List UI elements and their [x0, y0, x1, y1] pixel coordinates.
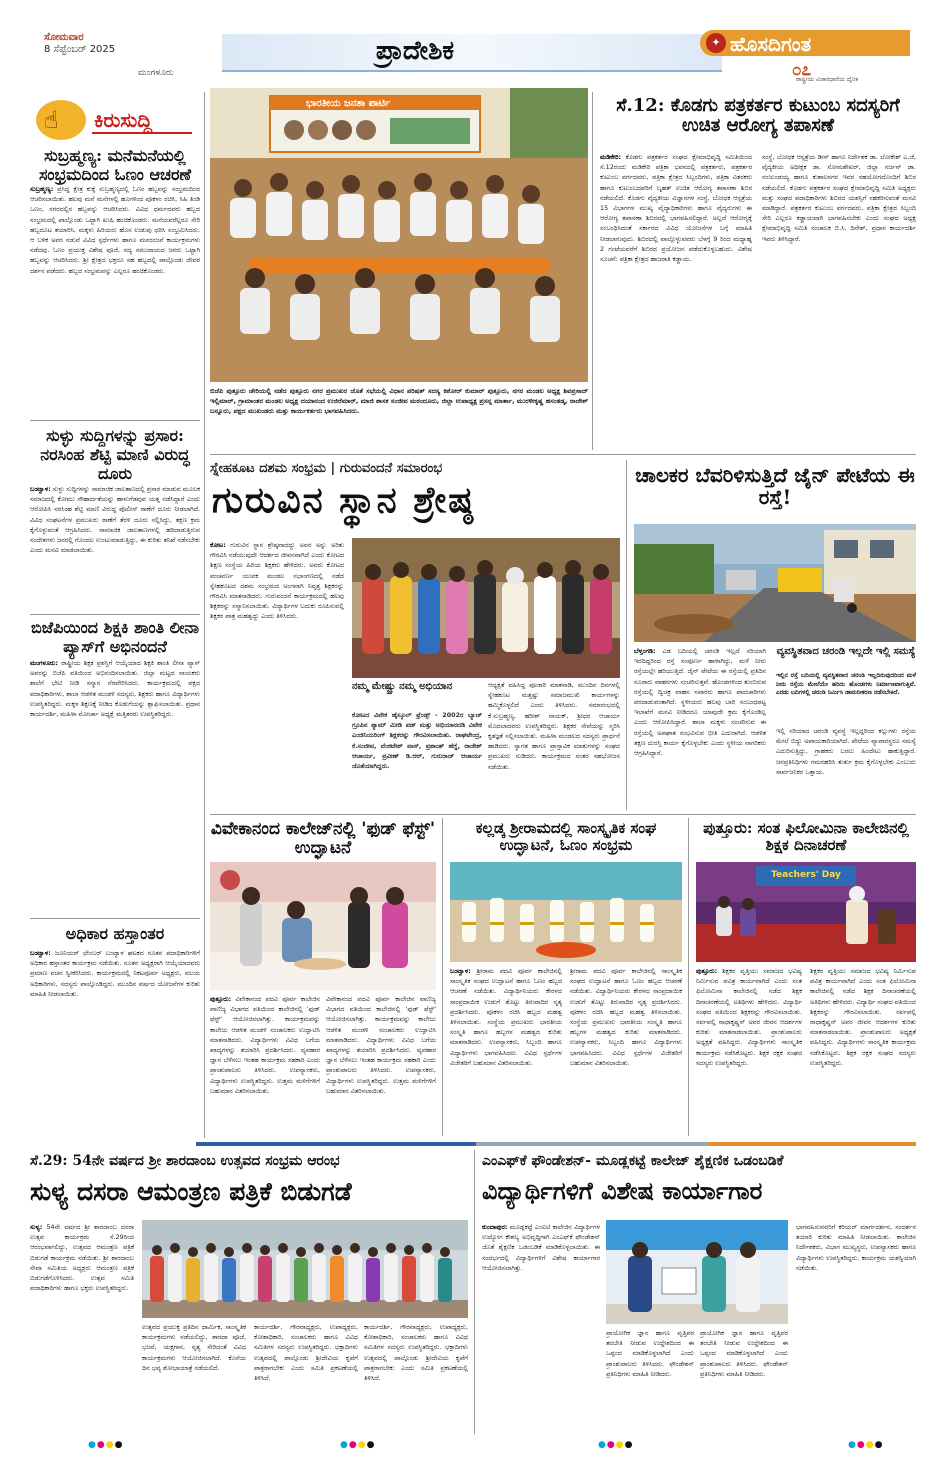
divider-grey — [476, 1142, 708, 1146]
registration-dots: ●●●● — [598, 1440, 634, 1450]
kodagu-headline — [600, 96, 916, 136]
dateline: ಬೆಳ್ತಂಗಡಿ: — [634, 647, 656, 655]
divider-orange — [708, 1142, 916, 1146]
kalladka-col-2: ಶ್ರೀರಾಮ ಪದವಿ ಪೂರ್ವ ಕಾಲೇಜಿನಲ್ಲಿ ಸಾಂಸ್ಕೃತಿಕ ಸಂಘದ ಉದ್ಘಾಟನೆ ಹಾಗೂ ಓಣಂ ಹಬ್ಬದ ಆಚರಣೆ ನಡೆಯಿತು. ವಿದ್ಯಾರ್ಥಿನಿಯರು ಕೇರಳದ ಸಾಂಪ್ರದಾಯಿಕ ಉಡುಗೆ ತೊಟ್ಟು ತಿರುವಾದಿರ ನೃತ್ಯ ಪ್ರದರ್ಶಿಸಿದರು. ಪೂಕಳಂ ರಚಿಸಿ ಹಬ್ಬದ ಮಹತ್ವ ತಿಳಿಸಲಾಯಿತು. ಸಂಸ್ಥೆಯ ಪ್ರಮುಖರು ಭಾರತೀಯ ಸಂಸ್ಕೃತಿ ಹಾಗೂ ಹಬ್ಬಗಳ ಮಹತ್ವದ ಕುರಿತು ಮಾತನಾಡಿದರು. ಉಪನ್ಯಾಸಕರು, ಸಿಬ್ಬಂದಿ ಹಾಗೂ ವಿದ್ಯಾರ್ಥಿಗಳು ಭಾಗವಹಿಸಿದರು. ವಿವಿಧ ಸ್ಪರ್ಧೆಗಳ ವಿಜೇತರಿಗೆ ಬಹುಮಾನ ವಿತರಿಸಲಾಯಿತು. — [570, 967, 682, 1067]
column-rule — [204, 92, 205, 1138]
mfk-col-1 — [482, 1222, 600, 1432]
inset-body: ಇಲ್ಲಿನ ರಸ್ತೆ ಬದಿಯಲ್ಲಿ ವ್ಯವಸ್ಥಿತವಾದ ಚರಂಡಿ ಇಲ್ಲದಿರುವುದರಿಂದ ಮಳೆ ನೀರು ರಸ್ತೆಯ ಮೇಲೆಯೇ ಹರಿದು ಹೊಂಡಗಳು ನಿರ್ಮಾಣವಾಗುತ್ತಿವೆ. ಎರಡು ಬದಿಗಳಲ್ಲಿ ಚರಂಡಿ ನಿರ್ಮಿಸಿ ಡಾಮರೀಕರಣ ನಡೆಸಬೇಕಿದೆ. — [776, 672, 916, 696]
road-scene — [634, 524, 916, 642]
brief-divider — [30, 420, 200, 421]
vivekananda-headline: ವಿವೇಕಾನಂದ ಕಾಲೇಜ್‌ನಲ್ಲಿ 'ಫುಡ್ ಫೆಸ್ಟ್' ಉದ್ಘಾಟನೆ — [210, 819, 436, 859]
teachers-day-photo — [696, 862, 916, 962]
vivekananda-col-1 — [210, 994, 320, 1134]
kodagu-col-2: ಸಂಸ್ಥೆ, ಬೋಧಕ ಆಸ್ಪತ್ರೆಯ ಡೀನ್ ಹಾಗೂ ನಿರ್ದೇಶಕ ಡಾ. ಲೋಕೇಶ್ ಎ.ಜೆ, ವೈದ್ಯಕೀಯ ಅಧೀಕ್ಷಕ ಡಾ. ಸೋಮಶೇಖರ್, ಜಿಲ್ಲಾ ಸರ್ಜನ್ ಡಾ. ನಂಜುಂಡಯ್ಯ ಹಾಗೂ ಕುಶಾಲನಗರ ಇವರ ಸಹಯೋಗದೊಂದಿಗೆ ಶಿಬಿರ ನಡೆಯಲಿದೆ. ಕೊಡಗು ಪತ್ರಕರ್ತರ ಸಂಘದ ಕ್ಷೇಮಾಭಿವೃದ್ಧಿ ಸಮಿತಿ ಅಧ್ಯಕ್ಷರು ಮತ್ತು ಸಂಘದ ಪದಾಧಿಕಾರಿಗಳು ಶಿಬಿರದ ಯಶಸ್ಸಿಗೆ ಸಹಕರಿಸುವಂತೆ ಮನವಿ ಮಾಡಿದ್ದಾರೆ. ಪತ್ರಕರ್ತರ ಕುಟುಂಬ ವರ್ಗದವರು, ಪತ್ರಿಕಾ ಕ್ಷೇತ್ರದ ಸಿಬ್ಬಂದಿ ಸೇರಿ ಎಲ್ಲರೂ ಕಡ್ಡಾಯವಾಗಿ ಭಾಗವಹಿಸಬೇಕು ಎಂದು ಸಂಘದ ಅಧ್ಯಕ್ಷ ಕ್ಷೇಮಾಭಿವೃದ್ಧಿ ಸಮಿತಿ ಸಂಚಾಲಕ ಬಿ.ಸಿ. ದಿನೇಶ್, ಪ್ರಧಾನ ಕಾರ್ಯದರ್ಶಿ ಇವರು ತಿಳಿಸಿದ್ದಾರೆ. — [762, 153, 916, 243]
page-number: ೦೭ — [792, 60, 812, 80]
row-rule — [210, 814, 916, 815]
guru-inset — [352, 680, 482, 810]
registration-dots: ●●●● — [848, 1440, 884, 1450]
mfk-col-2: ಪ್ರಾಯೋಗಿಕ ಜ್ಞಾನ ಹಾಗೂ ವೃತ್ತಿಪರ ತರಬೇತಿ ನೀಡುವ ಉದ್ದೇಶದಿಂದ ಈ ಒಪ್ಪಂದ ಮಾಡಿಕೊಳ್ಳಲಾಗಿದೆ ಎಂದು ಪ್ರಾಂಶುಪಾಲರು ತಿಳಿಸಿದರು. ಫೌಂಡೇಶನ್ ಪ್ರತಿನಿಧಿಗಳು ಮಾಹಿತಿ ನೀಡಿದರು. — [606, 1329, 694, 1378]
section-title: ಪ್ರಾದೇಶಿಕ — [375, 36, 455, 66]
dateline: ಪುತ್ತೂರು: — [210, 995, 232, 1003]
registration-dots: ●●●● — [88, 1440, 124, 1450]
party-banner-text: ಭಾರತೀಯ ಜನತಾ ಪಾರ್ಟಿ — [306, 98, 391, 109]
dateline: ಪುತ್ತೂರು: — [696, 967, 718, 975]
brand-lamp-icon: ✦ — [706, 33, 726, 53]
issue-date — [44, 32, 115, 56]
dateline: ಬಂಟ್ವಾಳ: — [30, 485, 51, 493]
mfk-col-4: ಭಾಗವಹಿಸುವವರಿಗೆ ಕರಿಯರ್ ಮಾರ್ಗದರ್ಶನ, ಸಂದರ್ಶನ ತಯಾರಿ ಕುರಿತು ಮಾಹಿತಿ ನೀಡಲಾಯಿತು. ಕಾಲೇಜಿನ ನಿರ್ದೇಶಕರು, ವಿಭಾಗ ಮುಖ್ಯಸ್ಥರು, ಉಪನ್ಯಾಸಕರು ಹಾಗೂ ವಿದ್ಯಾರ್ಥಿಗಳು ಉಪಸ್ಥಿತರಿದ್ದರು. ಕಾರ್ಯಕ್ರಮ ಯಶಸ್ವಿಯಾಗಿ ನಡೆಯಿತು. — [796, 1223, 916, 1272]
story-text: ಶಿಕ್ಷಕರ ವೃತ್ತಿಯು ಸಮಾಜದ ಭವಿಷ್ಯ ನಿರ್ಮಿಸುವ ಪವಿತ್ರ ಕಾರ್ಯವಾಗಿದೆ ಎಂದು ಸಂತ ಫಿಲೋಮಿನಾ ಕಾಲೇಜಿನಲ್ಲಿ ನಡೆದ ಶಿಕ್ಷಕ ದಿನಾಚರಣೆಯಲ್ಲಿ ಅತಿಥಿಗಳು ಹೇಳಿದರು. ವಿದ್ಯಾರ್ಥಿ ಸಂಘದ ವತಿಯಿಂದ ಶಿಕ್ಷಕರನ್ನು ಗೌರವಿಸಲಾಯಿತು. ಸರ್ವಪಲ್ಲಿ ರಾಧಾಕೃಷ್ಣನ್ ಅವರ ಜೀವನ ಆದರ್ಶಗಳ ಕುರಿತು ಮಾತನಾಡಲಾಯಿತು. ಪ್ರಾಂಶುಪಾಲರು ಅಧ್ಯಕ್ಷತೆ ವಹಿಸಿದ್ದರು. ವಿದ್ಯಾರ್ಥಿಗಳು ಸಾಂಸ್ಕೃತಿಕ ಕಾರ್ಯಕ್ರಮ ನಡೆಸಿಕೊಟ್ಟರು. ಶಿಕ್ಷಕ ರಕ್ಷಕ ಸಂಘದ ಸದಸ್ಯರು ಉಪಸ್ಥಿತರಿದ್ದರು. — [696, 967, 802, 1067]
mfk-mou-photo — [606, 1220, 788, 1324]
row-rule — [210, 454, 916, 455]
brief-text: ಜೂನಿಯರ್ ಛೇಂಬರ್ ಬಂಟ್ವಾಳ ಘಟಕದ ನೂತನ ಪದಾಧಿಕಾರಿಗಳಿಗೆ ಅಧಿಕಾರ ಹಸ್ತಾಂತರ ಕಾರ್ಯಕ್ರಮ ನಡೆಯಿತು. ನೂತನ ಅಧ್ಯಕ್ಷರಾಗಿ ಆಯ್ಕೆಯಾದವರು ಪ್ರಮಾಣ ವಚನ ಸ್ವೀಕರಿಸಿದರು. ಕಾರ್ಯಕ್ರಮದಲ್ಲಿ ನಿಕಟಪೂರ್ವ ಅಧ್ಯಕ್ಷರು, ವಲಯ ಅಧಿಕಾರಿಗಳು, ಸದಸ್ಯರು ಪಾಲ್ಗೊಂಡಿದ್ದರು. ಮುಂದಿನ ವರ್ಷದ ಯೋಜನೆಗಳ ಕುರಿತು ಮಾಹಿತಿ ನೀಡಲಾಯಿತು. — [30, 949, 200, 998]
bjp-meeting-photo — [210, 88, 588, 382]
issue-day: ಸೋಮವಾರ — [44, 32, 84, 43]
philomena-col-1 — [696, 966, 802, 1134]
column-rule — [474, 1150, 475, 1434]
brief-text: ರಾಷ್ಟ್ರೀಯ ಶಿಕ್ಷಕ ಪ್ರಶಸ್ತಿಗೆ ಆಯ್ಕೆಯಾದ ಶಿಕ್ಷಕಿ ಶಾಂತಿ ಲೀನಾ ಪ್ಯಾಸ್ ಅವರನ್ನು ಬಿಜೆಪಿ ವತಿಯಿಂದ ಅಭಿನಂದಿಸಲಾಯಿತು. ಜಿಲ್ಲಾ ಮಟ್ಟದ ನಾಯಕರು ಶಾಲೆಗೆ ಭೇಟಿ ನೀಡಿ ಸನ್ಮಾನ ನೆರವೇರಿಸಿದರು. ಕಾರ್ಯಕ್ರಮದಲ್ಲಿ ಪಕ್ಷದ ಪದಾಧಿಕಾರಿಗಳು, ಶಾಲಾ ಆಡಳಿತ ಮಂಡಳಿ ಸದಸ್ಯರು, ಶಿಕ್ಷಕರು ಹಾಗೂ ವಿದ್ಯಾರ್ಥಿಗಳು ಉಪಸ್ಥಿತರಿದ್ದರು. ಮಕ್ಕಳ ಶಿಕ್ಷಣಕ್ಕೆ ನೀಡಿದ ಕೊಡುಗೆಯನ್ನು ಶ್ಲಾಘಿಸಲಾಯಿತು. ಪ್ರಧಾನ ಕಾರ್ಯದರ್ಶಿ, ಮಹಿಳಾ ಮೋರ್ಚಾ ಅಧ್ಯಕ್ಷೆ ಮತ್ತಿತರರು ಉಪಸ್ಥಿತರಿದ್ದರು. — [30, 659, 200, 719]
sullia-col-2: ಉತ್ಸವದ ಪ್ರಯುಕ್ತ ಪ್ರತಿದಿನ ಧಾರ್ಮಿಕ, ಸಾಂಸ್ಕೃತಿಕ ಕಾರ್ಯಕ್ರಮಗಳು ನಡೆಯಲಿದ್ದು, ಶಾರದಾ ಪೂಜೆ, ಭಜನೆ, ಯಕ್ಷಗಾನ, ನೃತ್ಯ ಸೇರಿದಂತೆ ವಿವಿಧ ಕಾರ್ಯಕ್ರಮಗಳು ಆಯೋಜಿಸಲಾಗಿದೆ. ಕೊನೆಯ ದಿನ ಭವ್ಯ ಶೋಭಾಯಾತ್ರೆ ನಡೆಯಲಿದೆ. — [142, 1323, 246, 1372]
registration-dots: ●●●● — [340, 1440, 376, 1450]
brief-headline: ಸುಬ್ರಹ್ಮಣ್ಯ: ಮನೆಮನೆಯಲ್ಲಿ ಸಂಭ್ರಮದಿಂದ ಓಣಂ ಆಚರಣೆ — [38, 146, 192, 184]
mfk-col-3: ಪ್ರಾಯೋಗಿಕ ಜ್ಞಾನ ಹಾಗೂ ವೃತ್ತಿಪರ ತರಬೇತಿ ನೀಡುವ ಉದ್ದೇಶದಿಂದ ಈ ಒಪ್ಪಂದ ಮಾಡಿಕೊಳ್ಳಲಾಗಿದೆ ಎಂದು ಪ್ರಾಂಶುಪಾಲರು ತಿಳಿಸಿದರು. ಫೌಂಡೇಶನ್ ಪ್ರತಿನಿಧಿಗಳು ಮಾಹಿತಿ ನೀಡಿದರು. — [700, 1329, 788, 1378]
teachers-day-banner: Teachers' Day — [771, 870, 841, 880]
masthead — [0, 0, 945, 86]
bjp-meeting-caption: ಬಿಜೆಪಿ ಪುತ್ತೂರು ಚೇರಿಯಲ್ಲಿ ನಡೆದ ಪುತ್ತೂರು ನಗರ ಪ್ರಮುಖರ ಜೊತೆ ಸಭೆಯಲ್ಲಿ ವಿಧಾನ ಪರಿಷತ್ ಸದಸ್ಯ ಕಿಶೋರ್ ಕುಮಾರ್ ಪುತ್ತೂರು, ನಗರ ಮಂಡಲ ಅಧ್ಯಕ್ಷ ಶಿವಪ್ರಸಾದ್ ಇಲ್ಲಿಮಾರ್, ಗ್ರಾಮಾಂತರ ಮಂಡಲ ಅಧ್ಯಕ್ಷ ದಯಾನಂದ ಉಜಿರೆಮಾರ್, ಮಾಜಿ ಶಾಸಕ ಸಂಜೀವ ಮಠಂದೂರು, ಜಿಲ್ಲಾ ಉಪಾಧ್ಯಕ್ಷ ಪ್ರಸನ್ನ ಮಾರ್ತಾ, ಮುರಳೀಕೃಷ್ಣ ಹಸಂತಡ್ಕ, ರಾಜೇಶ್ ಬನ್ನೂರು, ಪಕ್ಷದ ಮುಖಂಡರು ಮತ್ತು ಕಾರ್ಯಕರ್ತರು ಭಾಗವಹಿಸಿದರು. — [210, 387, 588, 415]
sullia-group-photo — [142, 1220, 468, 1318]
sullia-col-1 — [30, 1222, 134, 1432]
hand-icon: ☝ — [44, 106, 59, 134]
food-fest-photo — [210, 862, 436, 990]
guru-headline: ಗುರುವಿನ ಸ್ಥಾನ ಶ್ರೇಷ್ಠ — [212, 479, 475, 521]
brief-body — [30, 948, 200, 1136]
mfk-headline: ವಿದ್ಯಾರ್ಥಿಗಳಿಗೆ ವಿಶೇಷ ಕಾರ್ಯಾಗಾರ — [482, 1176, 763, 1205]
kalladka-headline: ಕಲ್ಲಡ್ಕ ಶ್ರೀರಾಮದಲ್ಲಿ ಸಾಂಸ್ಕೃತಿಕ ಸಂಘ ಉದ್ಘಾಟನೆ, ಓಣಂ ಸಂಭ್ರಮ — [475, 819, 657, 854]
brief-headline: ಬಿಜೆಪಿಯಿಂದ ಶಿಕ್ಷಕಿ ಶಾಂತಿ ಲೀನಾ ಪ್ಯಾಸ್‌ಗೆ ಅಭಿನಂದನೆ — [31, 618, 199, 656]
inset-title: ನಮ್ಮ ಮೇಷ್ಟ್ರು ನಮ್ಮ ಅಭಿಯಾನ — [352, 681, 453, 692]
jain-col-2: ಇಲ್ಲಿ ಸರಿಯಾದ ಚರಂಡಿ ವ್ಯವಸ್ಥೆ ಇಲ್ಲದ್ದರಿಂದ ಕಲ್ಲುಗಳು ರಸ್ತೆಯ ಮೇಲೆ ಬಿದ್ದು ಅಪಾಯಕಾರಿಯಾಗಿದೆ. ಪೇಟೆಯ ವ್ಯಾಪಾರಸ್ಥರೂ ಸಮಸ್ಯೆ ಎದುರಿಸುತ್ತಿದ್ದು, ಗ್ರಾಹಕರು ಬರಲು ಹಿಂದೇಟು ಹಾಕುತ್ತಿದ್ದಾರೆ. ಜನಪ್ರತಿನಿಧಿಗಳು ಗಮನಹರಿಸಿ ತುರ್ತು ಕ್ರಮ ಕೈಗೊಳ್ಳಬೇಕು ಎಂಬುದು ಸಾರ್ವಜನಿಕರ ಒತ್ತಾಯ. — [776, 727, 916, 776]
brief-divider — [30, 614, 200, 615]
guru-col-3: ಆಧ್ಯಕ್ಷತೆ ವಹಿಸಿದ್ದ ಪೂಜಾರಿ ಮಾತನಾಡಿ, ಮುಂದಿನ ದಿನಗಳಲ್ಲಿ ಸ್ನೇಹಕೂಟ ಮತ್ತಷ್ಟು ಸಮಾಜಮುಖಿ ಕಾರ್ಯಗಳನ್ನು ಹಮ್ಮಿಕೊಳ್ಳಲಿದೆ ಎಂದು ತಿಳಿಸಿದರು. ಸಮಾರಂಭದಲ್ಲಿ ಕೆ.ಸುಬ್ರಹ್ಮಣ್ಯ, ಹರೀಶ್ ನಾಯಕ್, ಶ್ರೀಧರ ಆಚಾರ್ಯ ಮೊದಲಾದವರು ಉಪಸ್ಥಿತರಿದ್ದರು. ಶಿಕ್ಷಕರ ಸೇವೆಯನ್ನು ಸ್ಮರಿಸಿ ಕೃತಜ್ಞತೆ ಸಲ್ಲಿಸಲಾಯಿತು. ಮಹಿಳಾ ಮಂಡಲದ ಸದಸ್ಯರು ಪ್ರಾರ್ಥನೆ ಹಾಡಿದರು. ಸ್ವಾಗತ ಹಾಗೂ ಪ್ರಾಸ್ತಾವಿಕ ಮಾತುಗಳನ್ನು ಸಂಘದ ಪ್ರಮುಖರು ನುಡಿದರು. ಕಾರ್ಯಕ್ರಮದ ನಂತರ ಸಹಭೋಜನ ನಡೆಯಿತು. — [488, 681, 620, 771]
sullia-col-3: ಕಾರ್ಯದರ್ಶಿ, ಗೌರವಾಧ್ಯಕ್ಷರು, ಉಪಾಧ್ಯಕ್ಷರು, ಕೋಶಾಧಿಕಾರಿ, ಸಂಚಾಲಕರು ಹಾಗೂ ವಿವಿಧ ಸಮಿತಿಗಳ ಸದಸ್ಯರು ಉಪಸ್ಥಿತರಿದ್ದರು. ಭಕ್ತಾದಿಗಳು ಉತ್ಸವದಲ್ಲಿ ಪಾಲ್ಗೊಂಡು ಶ್ರೀದೇವಿಯ ಕೃಪೆಗೆ ಪಾತ್ರರಾಗಬೇಕು ಎಂದು ಸಮಿತಿ ಪ್ರಕಟಣೆಯಲ್ಲಿ ತಿಳಿಸಿದೆ. — [254, 1323, 358, 1383]
kirusuddi-title: ಕಿರುಸುದ್ದಿ — [94, 108, 153, 132]
vivekananda-col-2: ವಿವೇಕಾನಂದ ಪದವಿ ಪೂರ್ವ ಕಾಲೇಜಿನ ವಾಣಿಜ್ಯ ವಿಭಾಗದ ವತಿಯಿಂದ ಕಾಲೇಜಿನಲ್ಲಿ 'ಫುಡ್ ಫೆಸ್ಟ್' ಆಯೋಜಿಸಲಾಗಿತ್ತು. ಕಾರ್ಯಕ್ರಮವನ್ನು ಕಾಲೇಜು ಆಡಳಿತ ಮಂಡಳಿ ಸಂಚಾಲಕರು ಉದ್ಘಾಟಿಸಿ ಮಾತನಾಡಿದರು. ವಿದ್ಯಾರ್ಥಿಗಳು ವಿವಿಧ ಬಗೆಯ ಖಾದ್ಯಗಳನ್ನು ತಯಾರಿಸಿ ಪ್ರದರ್ಶಿಸಿದರು. ವ್ಯವಹಾರ ಜ್ಞಾನ ಬೆಳೆಸಲು ಇಂತಹ ಕಾರ್ಯಕ್ರಮ ಸಹಕಾರಿ ಎಂದು ಪ್ರಾಂಶುಪಾಲರು ತಿಳಿಸಿದರು. ಉಪನ್ಯಾಸಕರು, ವಿದ್ಯಾರ್ಥಿಗಳು ಉಪಸ್ಥಿತರಿದ್ದರು. ಉತ್ತಮ ಮಳಿಗೆಗಳಿಗೆ ಬಹುಮಾನ ವಿತರಿಸಲಾಯಿತು. — [326, 995, 436, 1095]
guru-kicker: ಸ್ನೇಹಕೂಟ ದಶಮ ಸಂಭ್ರಮ | ಗುರುವಂದನೆ ಸಮಾರಂಭ — [210, 461, 443, 476]
divider-blue — [196, 1142, 476, 1146]
brief-body — [30, 484, 200, 612]
sullia-col-4: ಕಾರ್ಯದರ್ಶಿ, ಗೌರವಾಧ್ಯಕ್ಷರು, ಉಪಾಧ್ಯಕ್ಷರು, ಕೋಶಾಧಿಕಾರಿ, ಸಂಚಾಲಕರು ಹಾಗೂ ವಿವಿಧ ಸಮಿತಿಗಳ ಸದಸ್ಯರು ಉಪಸ್ಥಿತರಿದ್ದರು. ಭಕ್ತಾದಿಗಳು ಉತ್ಸವದಲ್ಲಿ ಪಾಲ್ಗೊಂಡು ಶ್ರೀದೇವಿಯ ಕೃಪೆಗೆ ಪಾತ್ರರಾಗಬೇಕು ಎಂದು ಸಮಿತಿ ಪ್ರಕಟಣೆಯಲ್ಲಿ ತಿಳಿಸಿದೆ. — [364, 1323, 468, 1383]
brief-text: ಸುಳ್ಳು ಸುದ್ದಿಗಳನ್ನು ಸಾಮಾಜಿಕ ಜಾಲತಾಣದಲ್ಲಿ ಪ್ರಸಾರ ಮಾಡುವ ಮೂಲಕ ಸಮಾಜದಲ್ಲಿ ಕೋಮು ಸೌಹಾರ್ದತೆಯನ್ನು ಹಾಳುಗೆಡವುವ ಯತ್ನ ನಡೆಸಿದ್ದಾರೆ ಎಂದು ಆರೋಪಿಸಿ ನರಸಿಂಹ ಶೆಟ್ಟಿ ಮಾಣಿ ವಿರುದ್ಧ ಪೊಲೀಸ್ ಠಾಣೆಗೆ ದೂರು ನೀಡಲಾಗಿದೆ. ವಿವಿಧ ಸಂಘಟನೆಗಳ ಪ್ರಮುಖರು ಠಾಣೆಗೆ ತೆರಳಿ ದೂರು ಸಲ್ಲಿಸಿದ್ದು, ತಕ್ಷಣ ಕ್ರಮ ಕೈಗೊಳ್ಳುವಂತೆ ಆಗ್ರಹಿಸಿದರು. ಸಾಮಾಜಿಕ ಜಾಲತಾಣಗಳಲ್ಲಿ ಹರಿದಾಡುತ್ತಿರುವ ಸಂದೇಶಗಳು ಜನರಲ್ಲಿ ಗೊಂದಲ ಉಂಟುಮಾಡುತ್ತಿದ್ದು, ಈ ಕುರಿತು ತನಿಖೆ ನಡೆಸಬೇಕು ಎಂದು ಮನವಿ ಮಾಡಲಾಯಿತು. — [30, 485, 200, 555]
mou-scene — [606, 1220, 788, 1324]
column-rule — [442, 818, 443, 1136]
jain-inset — [776, 646, 916, 722]
brief-body — [30, 658, 200, 916]
kalladka-col-1 — [450, 966, 562, 1134]
story-text: ಎಡ ಬದಿಯಲ್ಲಿ ಚರಂಡಿ ಇಲ್ಲದೆ ಸರಿಯಾಗಿ ಇರದಿದ್ದರಿಂದ ರಸ್ತೆ ಸಂಪೂರ್ಣ ಹಾಳಾಗಿದ್ದು, ಮಳೆ ನೀರು ರಸ್ತೆಯಲ್ಲೇ ಹರಿಯುತ್ತಿದೆ. ಜೈನ್ ಪೇಟೆಯ ಈ ರಸ್ತೆಯಲ್ಲಿ ಪ್ರತಿದಿನ ನೂರಾರು ವಾಹನಗಳು ಸಂಚರಿಸುತ್ತವೆ. ಹೊಂಡಗಳಿಂದ ತುಂಬಿರುವ ರಸ್ತೆಯಲ್ಲಿ ದ್ವಿಚಕ್ರ ವಾಹನ ಸವಾರರು ಹಾಗೂ ಪಾದಚಾರಿಗಳು ಪರದಾಡುವಂತಾಗಿದೆ. ಸ್ಥಳೀಯರು ಹಲವು ಬಾರಿ ಸಂಬಂಧಪಟ್ಟ ಇಲಾಖೆಗೆ ಮನವಿ ನೀಡಿದರೂ ಯಾವುದೇ ಕ್ರಮ ಕೈಗೊಂಡಿಲ್ಲ ಎಂದು ಆರೋಪಿಸಿದ್ದಾರೆ. ಶಾಲಾ ಮಕ್ಕಳು ಸಂಚರಿಸುವ ಈ ರಸ್ತೆಯಲ್ಲಿ ಅಪಘಾತ ಸಂಭವಿಸುವ ಭೀತಿ ಎದುರಾಗಿದೆ. ಆಡಳಿತ ತಕ್ಷಣ ದುರಸ್ತಿ ಕಾರ್ಯ ಕೈಗೊಳ್ಳಬೇಕು ಎಂದು ಸ್ಥಳೀಯ ನಾಗರಿಕರು ಆಗ್ರಹಿಸಿದ್ದಾರೆ. — [634, 647, 766, 758]
inset-body: ಕೋಟದ ವಿವೇಕ ಹೈಸ್ಕೂಲ್ ಫ್ರೆಂಡ್ಸ್ - 2002ರ ಬ್ಯಾಚ್ ಗ್ರೂಪಿನ ಶ್ಯಾಮ್ ಮೀಡಿ ಪಡ್ ಮತ್ತು ಅಭಿಯಾನದಡಿ ವಿವೇಕ ಎಂಜಿನಿಯರಿಂಗ್ ಶಿಕ್ಷಕರನ್ನು ಗೌರವಿಸಲಾಯಿತು. ರಾಘವೇಂದ್ರ, ಕೆ.ಸಂಜೀವ, ವೆಂಕಟೇಶ್ ವಾಸ್, ಪ್ರಶಾಂತ್ ಹೆಗ್ಡೆ, ರಾಜೇಶ್ ಆಚಾರ್ಯ, ಪ್ರವೀಣ್ ಡಿ.ಆರ್, ಗುರುರಾಜ್ ಆಚಾರ್ಯ ಜೊತೆಯಾಗಿದ್ದರು. — [352, 711, 482, 771]
brand-name: ಹೊಸದಿಗಂತ — [730, 32, 812, 56]
dateline: ಸುಬ್ರಹ್ಮಣ್ಯ: — [30, 185, 54, 193]
brief-headline: ಅಧಿಕಾರ ಹಸ್ತಾಂತರ — [65, 924, 165, 943]
brief-body — [30, 184, 200, 416]
kodagu-col-1 — [600, 152, 752, 448]
philomena-headline: ಪುತ್ತೂರು: ಸಂತ ಫಿಲೋಮಿನಾ ಕಾಲೇಜಿನಲ್ಲಿ ಶಿಕ್ಷಕ ದಿನಾಚರಣೆ — [703, 819, 909, 854]
mfk-kicker: ಎಂಎಫ್‌ಕೆ ಫೌಂಡೇಶನ್- ಮೂಡ್ಲಕಟ್ಟೆ ಕಾಲೇಜ್ ಶೈಕ್ಷಣಿಕ ಒಡಂಬಡಿಕೆ — [482, 1153, 784, 1169]
brief-text: ಪ್ರಸಿದ್ಧ ಕ್ಷೇತ್ರ ಕುಕ್ಕೆ ಸುಬ್ರಹ್ಮಣ್ಯದಲ್ಲಿ ಓಣಂ ಹಬ್ಬವನ್ನು ಸಂಭ್ರಮದಿಂದ ಆಚರಿಸಲಾಯಿತು. ಹಲವು ಮನೆ ಮನೆಗಳಲ್ಲಿ ಹೂಗಳಿಂದ ಪೂಕಳಂ ರಚಿಸಿ, ಸಿಹಿ ತಿಂಡಿ ಒಣಂ, ನಗರದಲ್ಲಿನ ಹಬ್ಬವನ್ನು ಆಚರಿಸಿದರು. ವಿವಿಧ ಧರ್ಮದವರು ಹಬ್ಬದ ಸಂಭ್ರಮದಲ್ಲಿ ಪಾಲ್ಗೊಂಡು ಒಟ್ಟಾಗಿ ಖುಷಿ ಹಂಚಿಕೊಂಡರು. ಮನೆಯವರೆಲ್ಲರೂ ಸೇರಿ ಹಬ್ಬದೂಟ ತಯಾರಿಸಿ, ಮಕ್ಕಳು ಹಿರಿಯರು ಹೊಸ ಉಡುಪು ಧರಿಸಿ ಸಂಭ್ರಮಿಸಿದರು. ಆ ಬಳಿಕ ಅವರ ನಡುವೆ ವಿವಿಧ ಸ್ಪರ್ಧೆಗಳು ಹಾಗೂ ಮನರಂಜನೆ ಕಾರ್ಯಕ್ರಮಗಳು ನಡೆದವು. ಓಣಂ ಪ್ರಯುಕ್ತ ವಿಶೇಷ ಪೂಜೆ, ಸದ್ಯ ಸಮುದಾಯದ ಜನರು ಒಟ್ಟಾಗಿ ಹಬ್ಬವನ್ನು ಆಚರಿಸಿದರು. ಶ್ರೀ ಕ್ಷೇತ್ರದ ಭಕ್ತರೂ ಸಹ ಹಬ್ಬದಲ್ಲಿ ಪಾಲ್ಗೊಂಡು ದೇವರ ದರ್ಶನ ಪಡೆದರು. ಹಬ್ಬದ ಸಂಭ್ರಮವನ್ನು ಎಲ್ಲರೂ ಹಂಚಿಕೊಂಡರು. — [30, 185, 200, 275]
dateline: ಬಂಟ್ವಾಳ: — [30, 949, 51, 957]
story-text: ಶ್ರೀರಾಮ ಪದವಿ ಪೂರ್ವ ಕಾಲೇಜಿನಲ್ಲಿ ಸಾಂಸ್ಕೃತಿಕ ಸಂಘದ ಉದ್ಘಾಟನೆ ಹಾಗೂ ಓಣಂ ಹಬ್ಬದ ಆಚರಣೆ ನಡೆಯಿತು. ವಿದ್ಯಾರ್ಥಿನಿಯರು ಕೇರಳದ ಸಾಂಪ್ರದಾಯಿಕ ಉಡುಗೆ ತೊಟ್ಟು ತಿರುವಾದಿರ ನೃತ್ಯ ಪ್ರದರ್ಶಿಸಿದರು. ಪೂಕಳಂ ರಚಿಸಿ ಹಬ್ಬದ ಮಹತ್ವ ತಿಳಿಸಲಾಯಿತು. ಸಂಸ್ಥೆಯ ಪ್ರಮುಖರು ಭಾರತೀಯ ಸಂಸ್ಕೃತಿ ಹಾಗೂ ಹಬ್ಬಗಳ ಮಹತ್ವದ ಕುರಿತು ಮಾತನಾಡಿದರು. ಉಪನ್ಯಾಸಕರು, ಸಿಬ್ಬಂದಿ ಹಾಗೂ ವಿದ್ಯಾರ್ಥಿಗಳು ಭಾಗವಹಿಸಿದರು. ವಿವಿಧ ಸ್ಪರ್ಧೆಗಳ ವಿಜೇತರಿಗೆ ಬಹುಮಾನ ವಿತರಿಸಲಾಯಿತು. — [450, 967, 562, 1067]
jain-headline: ಚಾಲಕರ ಬೆವರಿಳಿಸುತ್ತಿದೆ ಜೈನ್ ಪೇಟೆಯ ಈ ರಸ್ತೆ! — [635, 463, 915, 510]
issue-date-text: 8 ಸೆಪ್ಟೆಂಬರ್ 2025 — [44, 44, 116, 55]
philomena-col-2: ಶಿಕ್ಷಕರ ವೃತ್ತಿಯು ಸಮಾಜದ ಭವಿಷ್ಯ ನಿರ್ಮಿಸುವ ಪವಿತ್ರ ಕಾರ್ಯವಾಗಿದೆ ಎಂದು ಸಂತ ಫಿಲೋಮಿನಾ ಕಾಲೇಜಿನಲ್ಲಿ ನಡೆದ ಶಿಕ್ಷಕ ದಿನಾಚರಣೆಯಲ್ಲಿ ಅತಿಥಿಗಳು ಹೇಳಿದರು. ವಿದ್ಯಾರ್ಥಿ ಸಂಘದ ವತಿಯಿಂದ ಶಿಕ್ಷಕರನ್ನು ಗೌರವಿಸಲಾಯಿತು. ಸರ್ವಪಲ್ಲಿ ರಾಧಾಕೃಷ್ಣನ್ ಅವರ ಜೀವನ ಆದರ್ಶಗಳ ಕುರಿತು ಮಾತನಾಡಲಾಯಿತು. ಪ್ರಾಂಶುಪಾಲರು ಅಧ್ಯಕ್ಷತೆ ವಹಿಸಿದ್ದರು. ವಿದ್ಯಾರ್ಥಿಗಳು ಸಾಂಸ್ಕೃತಿಕ ಕಾರ್ಯಕ್ರಮ ನಡೆಸಿಕೊಟ್ಟರು. ಶಿಕ್ಷಕ ರಕ್ಷಕ ಸಂಘದ ಸದಸ್ಯರು ಉಪಸ್ಥಿತರಿದ್ದರು. — [810, 967, 916, 1067]
story-text: ವಿವೇಕಾನಂದ ಪದವಿ ಪೂರ್ವ ಕಾಲೇಜಿನ ವಾಣಿಜ್ಯ ವಿಭಾಗದ ವತಿಯಿಂದ ಕಾಲೇಜಿನಲ್ಲಿ 'ಫುಡ್ ಫೆಸ್ಟ್' ಆಯೋಜಿಸಲಾಗಿತ್ತು. ಕಾರ್ಯಕ್ರಮವನ್ನು ಕಾಲೇಜು ಆಡಳಿತ ಮಂಡಳಿ ಸಂಚಾಲಕರು ಉದ್ಘಾಟಿಸಿ ಮಾತನಾಡಿದರು. ವಿದ್ಯಾರ್ಥಿಗಳು ವಿವಿಧ ಬಗೆಯ ಖಾದ್ಯಗಳನ್ನು ತಯಾರಿಸಿ ಪ್ರದರ್ಶಿಸಿದರು. ವ್ಯವಹಾರ ಜ್ಞಾನ ಬೆಳೆಸಲು ಇಂತಹ ಕಾರ್ಯಕ್ರಮ ಸಹಕಾರಿ ಎಂದು ಪ್ರಾಂಶುಪಾಲರು ತಿಳಿಸಿದರು. ಉಪನ್ಯಾಸಕರು, ವಿದ್ಯಾರ್ಥಿಗಳು ಉಪಸ್ಥಿತರಿದ್ದರು. ಉತ್ತಮ ಮಳಿಗೆಗಳಿಗೆ ಬಹುಮಾನ ವಿತರಿಸಲಾಯಿತು. — [210, 995, 320, 1095]
sullia-kicker: ಸೆ.29: 54ನೇ ವರ್ಷದ ಶ್ರೀ ಶಾರದಾಂಬ ಉತ್ಸವದ ಸಂಭ್ರಮ ಆರಂಭ — [30, 1153, 340, 1169]
dateline: ಬಂಟ್ವಾಳ: — [450, 967, 471, 975]
kirusuddi-underline — [92, 132, 192, 134]
story-text: 54ನೇ ವರ್ಷದ ಶ್ರೀ ಶಾರದಾಂಬ ದಸರಾ ಉತ್ಸವ ಕಾರ್ಯಕ್ರಮ ಸೆ.29ರಿಂದ ಆರಂಭವಾಗಲಿದ್ದು, ಉತ್ಸವದ ಆಮಂತ್ರಣ ಪತ್ರಿಕೆ ಬಿಡುಗಡೆ ಕಾರ್ಯಕ್ರಮ ನಡೆಯಿತು. ಶ್ರೀ ಶಾರದಾಂಬ ಸೇವಾ ಸಮಿತಿಯ ಅಧ್ಯಕ್ಷರು ಆಮಂತ್ರಣ ಪತ್ರಿಕೆ ಬಿಡುಗಡೆಗೊಳಿಸಿದರು. ಉತ್ಸವ ಸಮಿತಿ ಪದಾಧಿಕಾರಿಗಳು ಹಾಗೂ ಭಕ್ತರು ಉಪಸ್ಥಿತರಿದ್ದರು. — [30, 1223, 134, 1293]
onam-scene — [450, 862, 682, 962]
jain-col-1 — [634, 646, 766, 808]
dateline: ಮಂಗಳೂರು: — [30, 659, 58, 667]
dateline: ಮಡಿಕೇರಿ: — [600, 153, 622, 161]
inset-title: ವ್ಯವಸ್ಥಿತವಾದ ಚರಂಡಿ ಇಲ್ಲದೇ ಇಲ್ಲಿ ಸಮಸ್ಯೆ — [776, 646, 916, 657]
meeting-scene — [210, 88, 588, 382]
story-text: ಗುರುವಿನ ಸ್ಥಾನ ಶ್ರೇಷ್ಠವಾದದ್ದು ಅವರ ಅನ್ನು ಅರಿತು ಗೌರವಿಸಿ ನಡೆಯುವುದೇ ಆದರ್ಶದ ಜೀವನವಾಗಿದೆ ಎಂದು ಕೋಟದ ಶಿಕ್ಷಣ ಸಂಸ್ಥೆಯ ಹಿರಿಯ ಶಿಕ್ಷಕರು ಹೇಳಿದರು. ಅವರು ಕೋಟದ ಪಂಚವರ್ಣ ಯುವಕ ಮಂಡಲ ಸಭಾಂಗಣದಲ್ಲಿ ನಡೆದ ಸ್ನೇಹಕೂಟದ ದಶಮ ಸಂಭ್ರಮದ ಅಂಗವಾಗಿ ನಿವೃತ್ತ ಶಿಕ್ಷಕರನ್ನು ಗೌರವಿಸಿ ಮಾತನಾಡಿದರು. ಗುರುವಂದನೆ ಕಾರ್ಯಕ್ರಮದಲ್ಲಿ ಹಲವು ಶಿಕ್ಷಕರನ್ನು ಸನ್ಮಾನಿಸಲಾಯಿತು. ವಿದ್ಯಾರ್ಥಿಗಳ ಬದುಕು ರೂಪಿಸುವಲ್ಲಿ ಶಿಕ್ಷಕರ ಪಾತ್ರ ಮಹತ್ವದ್ದು ಎಂದು ತಿಳಿಸಿದರು. — [210, 541, 344, 621]
sullia-headline: ಸುಳ್ಯ ದಸರಾ ಆಮಂತ್ರಣ ಪತ್ರಿಕೆ ಬಿಡುಗಡೆ — [30, 1177, 352, 1206]
story-text: ಕೊಡಗು ಪತ್ರಕರ್ತರ ಸಂಘದ ಕ್ಷೇಮಾಭಿವೃದ್ಧಿ ಸಮಿತಿಯಿಂದ ಸೆ.12ರಂದು ಮಡಿಕೇರಿ ಪತ್ರಿಕಾ ಭವನದಲ್ಲಿ ಪತ್ರಕರ್ತರು, ಪತ್ರಕರ್ತರ ಕುಟುಂಬ ವರ್ಗದವರು, ಪತ್ರಿಕಾ ಕ್ಷೇತ್ರದ ಸಿಬ್ಬಂದಿಗಳು, ಪತ್ರಿಕಾ ವಿತರಕರು ಹಾಗೂ ಕುಟುಂಬದವರಿಗೆ ಬೃಹತ್ ಉಚಿತ ಆರೋಗ್ಯ ತಪಾಸಣಾ ಶಿಬಿರ ನಡೆಯಲಿದೆ. ಕೊಡಗು ವೈದ್ಯಕೀಯ ವಿಜ್ಞಾನಗಳ ಸಂಸ್ಥೆ, ಬೋಧಕ ಆಸ್ಪತ್ರೆಯ 15 ವಿಭಾಗಗಳ ಮುಖ್ಯ ವೈದ್ಯಾಧಿಕಾರಿಗಳು ಹಾಗೂ ವೈದ್ಯರುಗಳು ಈ ಆರೋಗ್ಯ ತಪಾಸಣಾ ಶಿಬಿರದಲ್ಲಿ ಭಾಗವಹಿಸಲಿದ್ದಾರೆ. ಅಲ್ಲದೆ ಆರೋಗ್ಯಕ್ಕೆ ಸಂಬಂಧಿಸಿದಂತೆ ಸರ್ಕಾರದ ವಿವಿಧ ಯೋಜನೆಗಳ ಬಗ್ಗೆ ಮಾಹಿತಿ ನೀಡಲಾಗುವುದು. ಶಿಬಿರದಲ್ಲಿ ಪಾಲ್ಗೊಳ್ಳುವವರು ಬೆಳಗ್ಗೆ 9 ರಿಂದ ಮಧ್ಯಾಹ್ನ 2 ಗಂಟೆಯವರೆಗೆ ಶಿಬಿರದ ಪ್ರಯೋಜನ ಪಡೆದುಕೊಳ್ಳಬಹುದು. ವಿಶೇಷ ಸೂಚನೆ: ಪತ್ರಿಕಾ ಕ್ಷೇತ್ರದ ಹಾಜರಾತಿ ಕಡ್ಡಾಯ. — [600, 153, 752, 264]
brief-headline: ಸುಳ್ಳು ಸುದ್ದಿಗಳನ್ನು ಪ್ರಸಾರ: ನರಸಿಂಹ ಶೆಟ್ಟಿ ಮಾಣಿ ವಿರುದ್ಧ ದೂರು — [40, 426, 190, 483]
kodagu-headline-text: ಸೆ.12: ಕೊಡಗು ಪತ್ರಕರ್ತರ ಕುಟುಂಬ ಸದಸ್ಯರಿಗೆ ಉಚಿತ ಆರೋಗ್ಯ ತಪಾಸಣೆ — [616, 95, 900, 137]
guru-photo — [352, 538, 620, 678]
column-rule — [688, 818, 689, 1136]
guru-col-1 — [210, 540, 344, 808]
group-scene — [142, 1220, 468, 1318]
jain-road-photo — [634, 524, 916, 642]
column-rule — [626, 460, 627, 810]
onam-dance-photo — [450, 862, 682, 962]
edition-city: ಮಂಗಳೂರು — [138, 68, 174, 78]
dateline: ಸುಳ್ಯ: — [30, 1223, 43, 1231]
felicitation-scene — [352, 538, 620, 678]
food-fest-scene — [210, 862, 436, 990]
story-text: ಮೂಡ್ಲಕಟ್ಟೆ ಎಂಐಟಿ ಕಾಲೇಜಿನ ವಿದ್ಯಾರ್ಥಿಗಳ ಉದ್ಯೋಗ ಕೌಶಲ್ಯ ಅಭಿವೃದ್ಧಿಗಾಗಿ ಎಂಎಫ್‌ಕೆ ಫೌಂಡೇಶನ್ ಜೊತೆ ಶೈಕ್ಷಣಿಕ ಒಡಂಬಡಿಕೆ ಮಾಡಿಕೊಳ್ಳಲಾಯಿತು. ಈ ಸಂದರ್ಭದಲ್ಲಿ ವಿದ್ಯಾರ್ಥಿಗಳಿಗೆ ವಿಶೇಷ ಕಾರ್ಯಾಗಾರ ಆಯೋಜಿಸಲಾಗಿತ್ತು. — [482, 1223, 600, 1272]
dateline: ಕುಂದಾಪುರ: — [482, 1223, 508, 1231]
brand-tagline: ರಾಷ್ಟ್ರೀಯ ವಿಚಾರಧಾರೆಯ ದೈನಿಕ — [796, 76, 859, 83]
dateline: ಕೋಟ: — [210, 541, 226, 549]
column-rule — [592, 92, 593, 450]
brief-divider — [30, 918, 200, 919]
